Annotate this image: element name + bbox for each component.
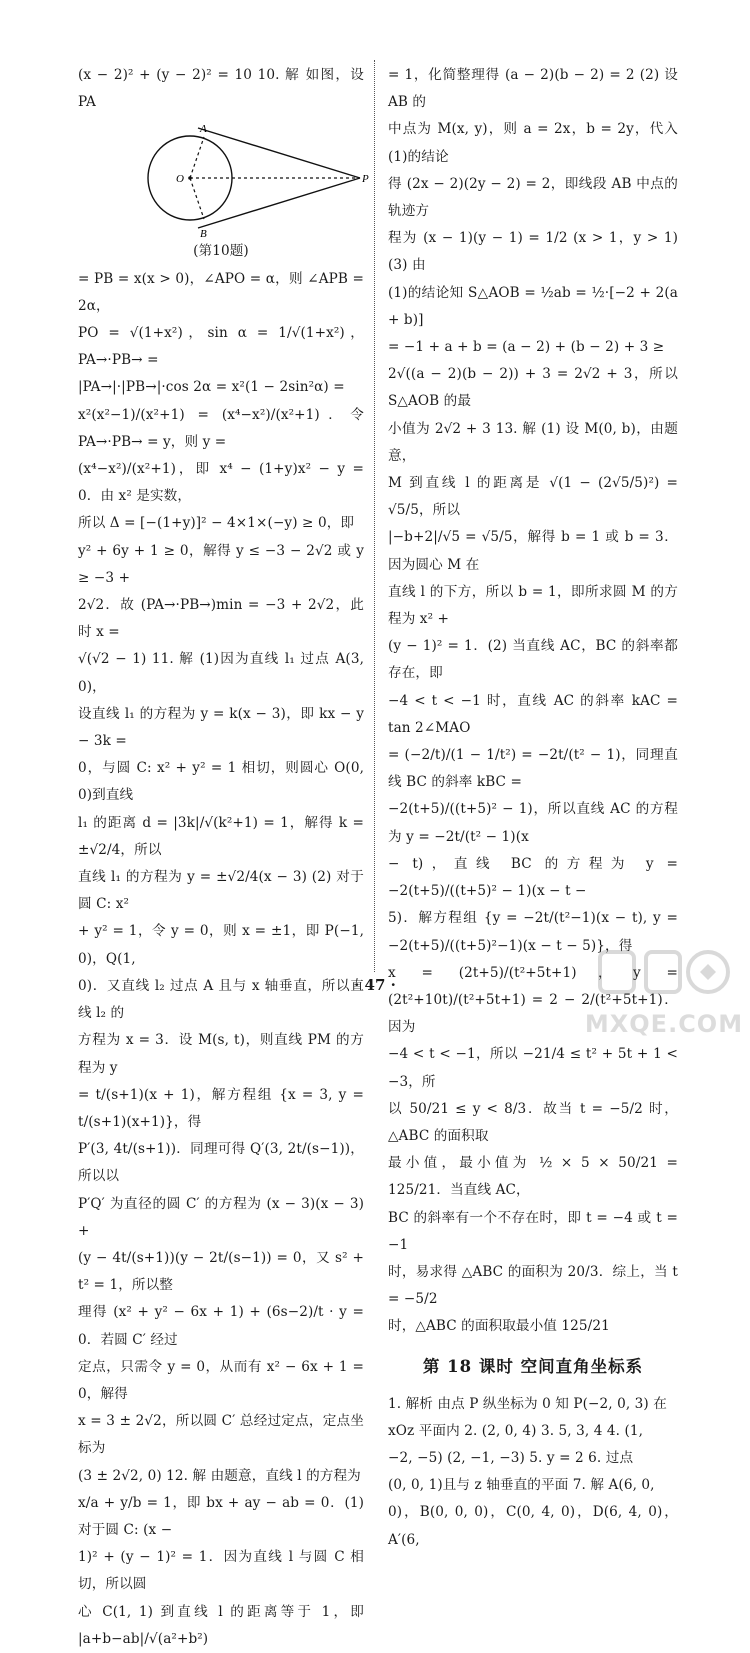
section-title: 第 18 课时 空间直角坐标系 xyxy=(422,1356,644,1376)
text-line: xOz 平面内 2. (2, 0, 4) 3. 5, 3, 4 4. (1, xyxy=(388,1422,644,1439)
text-line: x²(x²−1)/(x²+1) = (x⁴−x²)/(x²+1)．令 PA→·PB→ = y，则 y = xyxy=(78,406,364,450)
text-line: PO = √(1+x²)，sin α = 1/√(1+x²)，PA→·PB→ = xyxy=(78,325,364,369)
text-line: = PB = x(x > 0)，∠APO = α，则 ∠APB = 2α， xyxy=(78,270,364,314)
text-line: BC 的斜率有一个不存在时，即 t = −4 或 t = −1 xyxy=(388,1209,678,1253)
text-line: = t/(s+1)(x + 1)，解方程组 {x = 3, y = t/(s+1)(x+1)}，得 xyxy=(78,1086,364,1130)
text-line: −4 < t < −1 时，直线 AC 的斜率 kAC = tan 2∠MAO xyxy=(388,692,678,736)
text-line: −2, −5) (2, −1, −3) 5. y = 2 6. 过点 xyxy=(388,1449,634,1466)
text-line: 5)．解方程组 {y = −2t/(t²−1)(x − t), y = −2(t+5)/((t+5)²−1)(x − t − 5)}，得 xyxy=(388,910,678,954)
text-line: 程为 (x − 1)(y − 1) = 1/2 (x > 1，y > 1) (3) 由 xyxy=(388,230,678,274)
text-line: (y − 4t/(s+1))(y − 2t/(s−1)) = 0，又 s² + t² = 1，所以整 xyxy=(78,1249,364,1294)
text-line: (1)的结论知 S△AOB = ½ab = ½·[−2 + 2(a + b)] xyxy=(388,284,678,328)
text-line: 时，△ABC 的面积取最小值 125/21 xyxy=(388,1318,610,1335)
text-line: −4 < t < −1，所以 −21/4 ≤ t² + 5t + 1 < −3，所 xyxy=(388,1046,678,1090)
right-column xyxy=(388,62,678,1554)
text-line: 设直线 l₁ 的方程为 y = k(x − 3)，即 kx − y − 3k = xyxy=(78,705,364,750)
text-line: 定点，只需令 y = 0，从而有 x² − 6x + 1 = 0，解得 xyxy=(78,1358,364,1402)
text-line: 1)² + (y − 1)² = 1．因为直线 l 与圆 C 相切，所以圆 xyxy=(78,1549,364,1593)
text-line: 中点为 M(x, y)，则 a = 2x，b = 2y，代入(1)的结论 xyxy=(388,121,678,165)
text-line: √(√2 − 1) 11. 解 (1)因为直线 l₁ 过点 A(3, 0)， xyxy=(78,651,364,695)
text-line: 直线 l 的下方，所以 b = 1，即所求圆 M 的方程为 x² + xyxy=(388,583,678,628)
text-line: (x⁴−x²)/(x²+1)，即 x⁴ − (1+y)x² − y = 0．由 x² 是实数， xyxy=(78,461,364,505)
text-line: 1. 解析 由点 P 纵坐标为 0 知 P(−2, 0, 3) 在 xyxy=(388,1395,667,1412)
text-line: 2√2．故 (PA→·PB→)min = −3 + 2√2，此时 x = xyxy=(78,597,364,641)
text-line: (0, 0, 1)且与 z 轴垂直的平面 7. 解 A(6, 0, xyxy=(388,1477,655,1494)
text-line: 0，与圆 C: x² + y² = 1 相切，则圆心 O(0, 0)到直线 xyxy=(78,760,364,804)
text-line: x/a + y/b = 1，即 bx + ay − ab = 0．(1) 对于圆 C: (x − xyxy=(78,1494,364,1538)
text-line: 时，易求得 △ABC 的面积为 20/3．综上，当 t = −5/2 xyxy=(388,1263,678,1308)
text-line: |PA→|·|PB→|·cos 2α = x²(1 − 2sin²α) = xyxy=(78,379,345,396)
watermark-text: MXQE.COM xyxy=(584,1010,744,1038)
text-line: 得 (2x − 2)(2y − 2) = 2，即线段 AB 中点的轨迹方 xyxy=(388,175,678,220)
text-line: = 1，化简整理得 (a − 2)(b − 2) = 2 (2) 设 AB 的 xyxy=(388,67,678,111)
text-line: 方程为 x = 3．设 M(s, t)，则直线 PM 的方程为 y xyxy=(78,1032,364,1076)
text-line: 最小值，最小值为 ½ × 5 × 50/21 = 125/21．当直线 AC， xyxy=(388,1155,678,1199)
text-line: x = 3 ± 2√2，所以圆 C′ 总经过定点，定点坐标为 xyxy=(78,1413,364,1457)
point-a-label: A xyxy=(200,123,207,136)
text-line: P′(3, 4t/(s+1))．同理可得 Q′(3, 2t/(s−1))，所以以 xyxy=(78,1141,364,1185)
text-line: (y − 1)² = 1．(2) 当直线 AC，BC 的斜率都存在，即 xyxy=(388,638,678,682)
text-line: 0)．又直线 l₂ 过点 A 且与 x 轴垂直，所以直线 l₂ 的 xyxy=(78,977,364,1022)
watermark-logo-icon xyxy=(596,942,732,1004)
text-line: x = (2t+5)/(t²+5t+1)，y = (2t²+10t)/(t²+5t+1) = 2 − 2/(t²+5t+1)．因为 xyxy=(388,964,678,1036)
text-line: y² + 6y + 1 ≥ 0，解得 y ≤ −3 − 2√2 或 y ≥ −3 + xyxy=(78,542,364,586)
text-line: 小值为 2√2 + 3 13. 解 (1) 设 M(0, b)，由题意， xyxy=(388,420,678,464)
text-line: M 到直线 l 的距离是 √(1 − (2√5/5)²) = √5/5，所以 xyxy=(388,475,678,519)
text-line: 直线 l₁ 的方程为 y = ±√2/4(x − 3) (2) 对于圆 C: x² xyxy=(78,869,364,913)
text-line: − t)，直线 BC 的方程为 y = −2(t+5)/((t+5)² − 1)(x − t − xyxy=(388,855,678,900)
text-line: −2(t+5)/((t+5)² − 1)，所以直线 AC 的方程为 y = −2t/(t² − 1)(x xyxy=(388,801,678,845)
left-column xyxy=(78,62,369,1653)
text-line: + y² = 1，令 y = 0，则 x = ±1，即 P(−1, 0)，Q(1, xyxy=(78,923,364,967)
text-line: (3 ± 2√2, 0) 12. 解 由题意，直线 l 的方程为 xyxy=(78,1467,361,1484)
point-b-label: B xyxy=(200,228,207,241)
text-line: |−b+2|/√5 = √5/5，解得 b = 1 或 b = 3．因为圆心 M 在 xyxy=(388,529,678,573)
text-line: = −1 + a + b = (a − 2) + (b − 2) + 3 ≥ xyxy=(388,339,665,356)
page-number: · 47 · xyxy=(354,976,396,994)
point-o-label: O xyxy=(176,173,185,186)
text-line: 心 C(1, 1) 到直线 l 的距离等于 1，即 |a+b−ab|/√(a²+b²) xyxy=(78,1603,364,1647)
text-line: l₁ 的距离 d = |3k|/√(k²+1) = 1，解得 k = ±√2/4，所以 xyxy=(78,814,364,858)
text-line: 2√((a − 2)(b − 2)) + 3 = 2√2 + 3，所以 S△AOB 的最 xyxy=(388,366,678,410)
watermark xyxy=(584,942,744,1038)
figure-10-diagram xyxy=(128,122,368,242)
text-line: 理得 (x² + y² − 6x + 1) + (6s−2)/t · y = 0．若圆 C′ 经过 xyxy=(78,1304,364,1348)
text-line: = (−2/t)/(1 − 1/t²) = −2t/(t² − 1)，同理直线 BC 的斜率 kBC = xyxy=(388,747,678,791)
figure-caption: (第10题) xyxy=(193,243,249,260)
text-line: 所以 Δ = [−(1+y)]² − 4×1×(−y) ≥ 0，即 xyxy=(78,515,355,532)
point-p-label: P xyxy=(362,173,369,186)
column-divider xyxy=(374,60,375,972)
text-line: 0)，B(0, 0, 0)，C(0, 4, 0)，D(6, 4, 0)，A′(6, xyxy=(388,1504,678,1548)
text-line: P′Q′ 为直径的圆 C′ 的方程为 (x − 3)(x − 3) + xyxy=(78,1195,364,1239)
text-line: (x − 2)² + (y − 2)² = 10 10. 解 如图，设 PA xyxy=(78,67,364,111)
text-line: 以 50/21 ≤ y < 8/3．故当 t = −5/2 时，△ABC 的面积取 xyxy=(388,1100,678,1144)
